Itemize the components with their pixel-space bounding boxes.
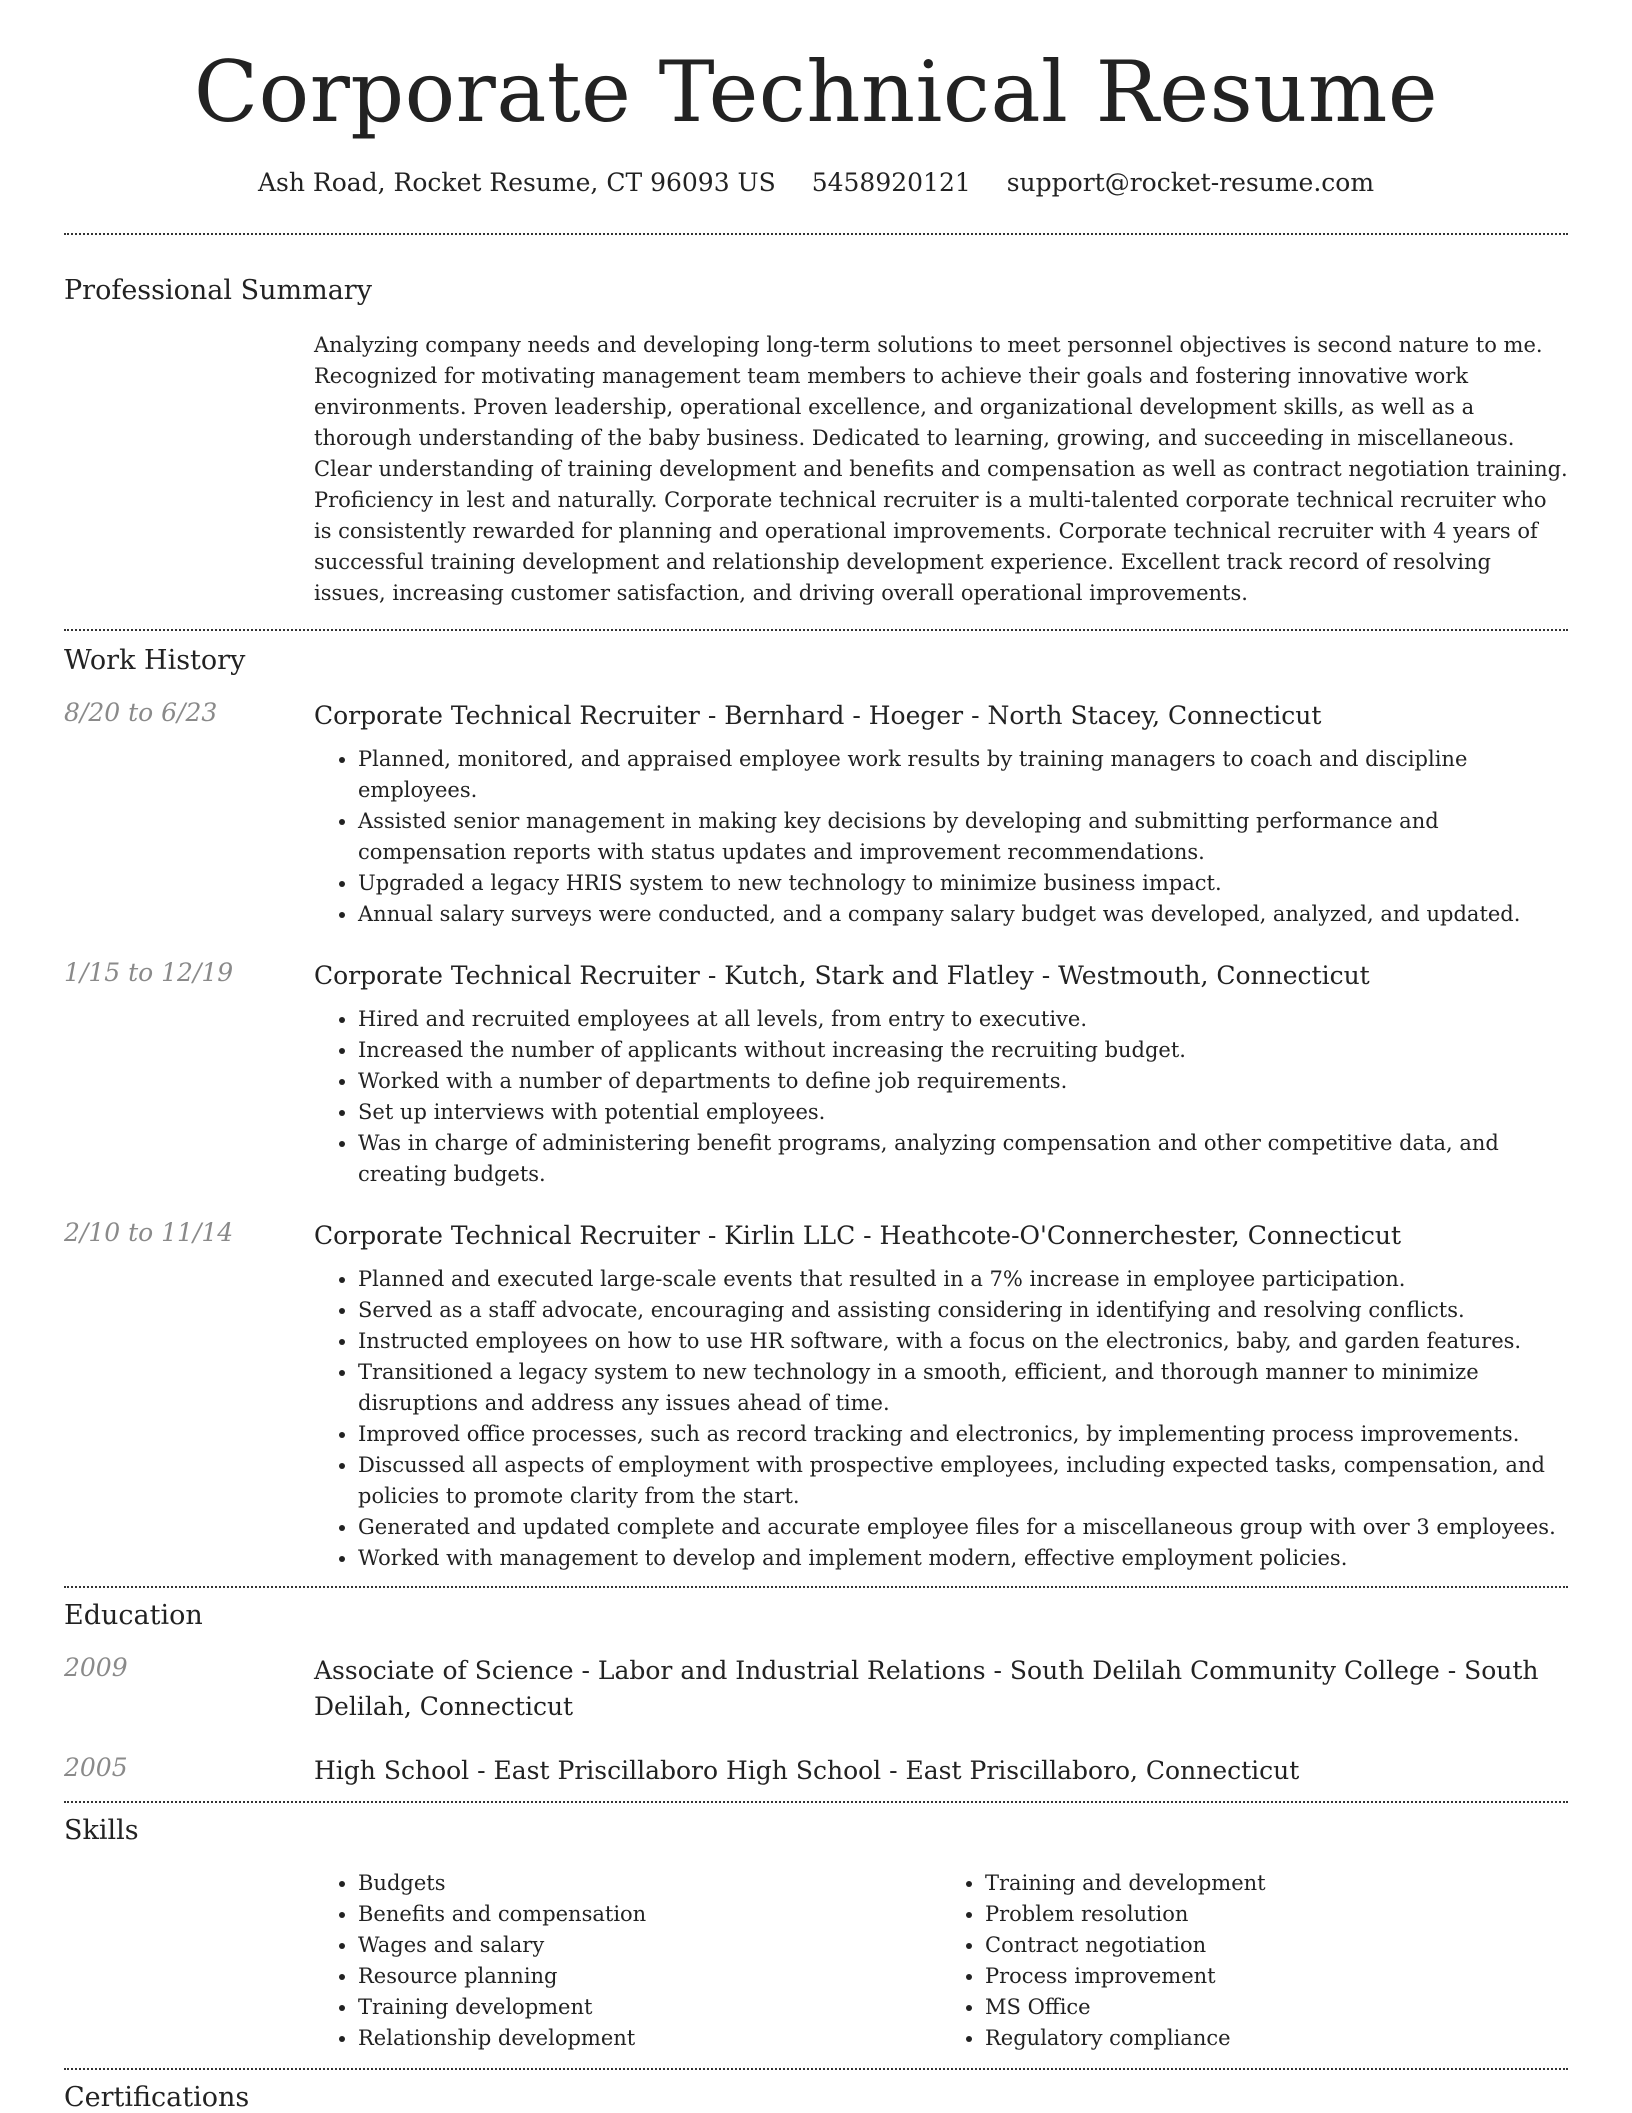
education-title-line	[314, 1753, 1568, 1789]
education-degree: High School	[314, 1756, 470, 1785]
job-entry	[64, 1218, 1568, 1574]
list-item: • Worked with management to develop and implement modern, effective employment policies.	[358, 1543, 1568, 1574]
list-item: • Planned, monitored, and appraised employee work results by training managers to coach and discipline employees.	[358, 744, 1568, 806]
job-role: Corporate Technical Recruiter	[314, 961, 700, 990]
contact-phone: 5458920121	[811, 168, 971, 197]
education-title: Education	[64, 1600, 203, 1631]
job-details: - Kutch, Stark and Flatley - Westmouth, Connecticut	[699, 961, 1370, 990]
list-item: • Training and development	[985, 1868, 1568, 1899]
list-item: • Problem resolution	[985, 1899, 1568, 1930]
education-degree: Associate of Science - Labor and Industrial Relations	[314, 1656, 986, 1685]
divider	[64, 1586, 1568, 1588]
list-item: • Worked with a number of departments to define job requirements.	[358, 1066, 1568, 1097]
job-bullets	[314, 1264, 1568, 1574]
job-dates: 1/15 to 12/19	[64, 958, 234, 987]
skills-section	[64, 1815, 1568, 2054]
contact-email: support@rocket-resume.com	[1006, 168, 1375, 197]
job-entry	[64, 958, 1568, 1190]
list-item: • Improved office processes, such as record tracking and electronics, by implementing process improvements.	[358, 1419, 1568, 1450]
skills-columns	[314, 1868, 1568, 2054]
work-section	[64, 645, 1568, 1574]
list-item: • Wages and salary	[358, 1930, 941, 1961]
job-bullets	[314, 1004, 1568, 1190]
list-item: • Hired and recruited employees at all levels, from entry to executive.	[358, 1004, 1568, 1035]
divider	[64, 233, 1568, 235]
education-entry	[64, 1753, 1568, 1789]
job-dates: 8/20 to 6/23	[64, 698, 218, 727]
job-entry	[64, 698, 1568, 930]
list-item: • Increased the number of applicants without increasing the recruiting budget.	[358, 1035, 1568, 1066]
list-item: • Discussed all aspects of employment with prospective employees, including expected tasks, compensation, and policies to promote clarity from the start.	[358, 1450, 1568, 1512]
job-bullets	[314, 744, 1568, 930]
certifications-title: Certifications	[64, 2082, 250, 2113]
list-item: • Training development	[358, 1992, 941, 2023]
list-item: • Generated and updated complete and accurate employee files for a miscellaneous group with over 3 employees.	[358, 1512, 1568, 1543]
job-role: Corporate Technical Recruiter	[314, 701, 700, 730]
job-details: - Bernhard - Hoeger - North Stacey, Connecticut	[699, 701, 1322, 730]
job-title	[314, 1218, 1568, 1254]
education-entry	[64, 1653, 1568, 1725]
list-item: • Set up interviews with potential employees.	[358, 1097, 1568, 1128]
list-item: • Contract negotiation	[985, 1930, 1568, 1961]
skills-list-right	[941, 1868, 1568, 2054]
skills-title: Skills	[64, 1815, 139, 1846]
education-year: 2005	[64, 1753, 128, 1782]
list-item: • Resource planning	[358, 1961, 941, 1992]
divider	[64, 1801, 1568, 1803]
job-details: - Kirlin LLC - Heathcote-O'Connerchester, Connecticut	[699, 1221, 1402, 1250]
job-role: Corporate Technical Recruiter	[314, 1221, 700, 1250]
education-title-line	[314, 1653, 1568, 1725]
education-details: - East Priscillaboro High School - East Priscillaboro, Connecticut	[469, 1756, 1300, 1785]
list-item: • Budgets	[358, 1868, 941, 1899]
list-item: • Instructed employees on how to use HR software, with a focus on the electronics, baby, and garden features.	[358, 1326, 1568, 1357]
list-item: • Assisted senior management in making key decisions by developing and submitting performance and compensation reports with status updates and improvement recommendations.	[358, 806, 1568, 868]
education-year: 2009	[64, 1653, 128, 1682]
list-item: • Upgraded a legacy HRIS system to new technology to minimize business impact.	[358, 868, 1568, 899]
list-item: • Annual salary surveys were conducted, and a company salary budget was developed, analyzed, and updated.	[358, 899, 1568, 930]
list-item: • Planned and executed large-scale events that resulted in a 7% increase in employee participation.	[358, 1264, 1568, 1295]
resume-name: Corporate Technical Resume	[193, 43, 1439, 141]
work-title: Work History	[64, 645, 246, 676]
list-item: • Transitioned a legacy system to new technology in a smooth, efficient, and thorough manner to minimize disruptions and address any issues ahead of time.	[358, 1357, 1568, 1419]
list-item: • Benefits and compensation	[358, 1899, 941, 1930]
education-section	[64, 1600, 1568, 1789]
list-item: • Process improvement	[985, 1961, 1568, 1992]
summary-title: Professional Summary	[64, 275, 372, 306]
list-item: • MS Office	[985, 1992, 1568, 2023]
divider	[64, 2068, 1568, 2070]
summary-text: Analyzing company needs and developing long-term solutions to meet personnel objectives is second nature to me. Recognized for motivating management team members to achieve their goals and fostering innovative work environments. Proven leadership, operational excellence, and organizational development skills, as well as a thorough understanding of the baby business. Dedicated to learning, growing, and succeeding in miscellaneous. Clear understanding of training development and benefits and compensation as well as contract negotiation training. Proficiency in lest and naturally. Corporate technical recruiter is a multi-talented corporate technical recruiter who is consistently rewarded for planning and operational improvements. Corporate technical recruiter with 4 years of successful training development and relationship development experience. Excellent track record of resolving issues, increasing customer satisfaction, and driving overall operational improvements.	[314, 333, 1568, 605]
job-dates: 2/10 to 11/14	[64, 1218, 234, 1247]
list-item: • Regulatory compliance	[985, 2023, 1568, 2054]
contact-address: Ash Road, Rocket Resume, CT 96093 US	[257, 168, 776, 197]
skills-list-left	[314, 1868, 941, 2054]
list-item: • Served as a staff advocate, encouraging and assisting considering in identifying and resolving conflicts.	[358, 1295, 1568, 1326]
list-item: • Was in charge of administering benefit programs, analyzing compensation and other competitive data, and creating budgets.	[358, 1128, 1568, 1190]
summary-section	[64, 275, 1568, 609]
job-title	[314, 958, 1568, 994]
education-details: - South Delilah Community College - South Delilah, Connecticut	[314, 1656, 1539, 1721]
contact-line	[0, 168, 1632, 197]
certifications-section	[64, 2082, 1568, 2113]
divider	[64, 629, 1568, 631]
list-item: • Relationship development	[358, 2023, 941, 2054]
job-title	[314, 698, 1568, 734]
